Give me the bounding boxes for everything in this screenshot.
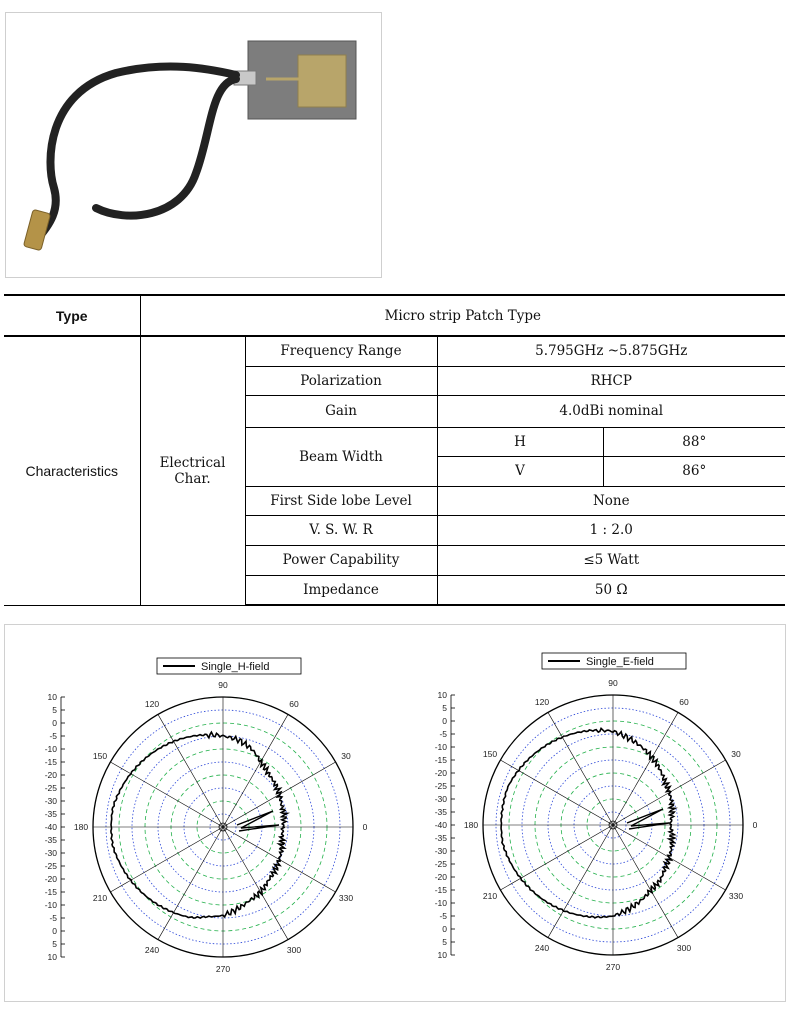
r-tick-label: -15 — [44, 757, 57, 767]
patch-element — [298, 55, 346, 107]
r-tick-label: -20 — [44, 874, 57, 884]
value-side-lobe: None — [437, 486, 785, 515]
angle-tick-label: 0 — [752, 820, 758, 830]
value-vswr: 1 : 2.0 — [437, 515, 785, 545]
polar-chart-1 — [45, 658, 368, 974]
r-tick-label: 0 — [442, 924, 447, 934]
r-tick-label: -5 — [49, 731, 57, 741]
r-tick-label: -5 — [439, 729, 447, 739]
angle-tick-label: 300 — [286, 944, 302, 955]
r-tick-label: 10 — [437, 950, 447, 960]
angle-tick-label: 240 — [534, 942, 550, 953]
radial-spoke — [158, 714, 223, 827]
r-tick-label: -30 — [434, 846, 447, 856]
value-frequency: 5.795GHz ~5.875GHz — [437, 336, 785, 366]
r-tick-label: -35 — [44, 835, 57, 845]
r-tick-label: 5 — [442, 937, 447, 947]
legend-label: Single_E-field — [586, 656, 654, 668]
r-tick-label: -25 — [434, 859, 447, 869]
r-tick-label: -5 — [439, 911, 447, 921]
r-tick-label: -35 — [434, 833, 447, 843]
angle-tick-label: 330 — [338, 893, 354, 903]
legend-label: Single_H-field — [201, 661, 270, 673]
r-tick-label: -5 — [49, 913, 57, 923]
angle-tick-label: 0 — [362, 822, 368, 832]
param-frequency: Frequency Range — [245, 336, 437, 366]
angle-tick-label: 150 — [92, 751, 108, 761]
angle-tick-label: 90 — [608, 678, 618, 688]
r-tick-label: 10 — [437, 690, 447, 700]
type-value: Micro strip Patch Type — [140, 295, 785, 336]
angle-tick-label: 210 — [92, 893, 108, 903]
radiation-pattern-charts — [5, 625, 785, 1001]
r-tick-label: 5 — [52, 705, 57, 715]
param-impedance: Impedance — [245, 575, 437, 605]
r-tick-label: 10 — [47, 692, 57, 702]
r-tick-label: -15 — [434, 885, 447, 895]
r-tick-label: -35 — [44, 809, 57, 819]
angle-tick-label: 150 — [482, 749, 498, 759]
r-tick-label: -10 — [434, 742, 447, 752]
param-beam-width: Beam Width — [245, 427, 437, 486]
value-polarization: RHCP — [437, 366, 785, 395]
antenna-photo — [5, 12, 382, 278]
r-tick-label: -30 — [44, 796, 57, 806]
angle-tick-label: 60 — [679, 697, 689, 708]
r-tick-label: -10 — [44, 900, 57, 910]
pattern-series-line — [111, 732, 287, 918]
angle-tick-label: 30 — [731, 749, 741, 759]
radial-spoke — [548, 825, 613, 938]
beam-v-value: 86° — [603, 456, 785, 486]
r-tick-label: -15 — [44, 887, 57, 897]
r-tick-label: -25 — [44, 861, 57, 871]
r-tick-label: 10 — [47, 952, 57, 962]
param-power: Power Capability — [245, 545, 437, 575]
end-connector — [23, 209, 50, 250]
antenna-photo-image — [6, 13, 381, 277]
r-tick-label: -25 — [434, 781, 447, 791]
pattern-null-spike — [237, 811, 279, 831]
characteristics-label: Characteristics — [4, 336, 140, 605]
param-gain: Gain — [245, 395, 437, 427]
pattern-series-line — [501, 728, 675, 918]
radial-spoke — [613, 825, 678, 938]
r-tick-label: -15 — [434, 755, 447, 765]
r-tick-label: 0 — [52, 926, 57, 936]
angle-tick-label: 120 — [144, 699, 160, 710]
electrical-label-line2: Char. — [174, 470, 211, 487]
radial-spoke — [548, 712, 613, 825]
param-polarization: Polarization — [245, 366, 437, 395]
angle-tick-label: 240 — [144, 944, 160, 955]
radial-spoke — [223, 714, 288, 827]
r-tick-label: -40 — [434, 820, 447, 830]
type-label: Type — [4, 295, 140, 336]
r-tick-label: 5 — [52, 939, 57, 949]
angle-tick-label: 270 — [215, 964, 231, 974]
r-tick-label: 0 — [442, 716, 447, 726]
param-side-lobe: First Side lobe Level — [245, 486, 437, 515]
r-tick-label: -10 — [44, 744, 57, 754]
angle-tick-label: 210 — [482, 891, 498, 901]
beam-h-value: 88° — [603, 427, 785, 456]
value-power: ≤5 Watt — [437, 545, 785, 575]
radial-spoke — [110, 827, 223, 892]
electrical-label-line1: Electrical — [159, 454, 226, 471]
angle-tick-label: 180 — [73, 822, 89, 832]
value-gain: 4.0dBi nominal — [437, 395, 785, 427]
r-tick-label: 5 — [442, 703, 447, 713]
r-tick-label: -20 — [434, 872, 447, 882]
angle-tick-label: 330 — [728, 891, 744, 901]
beam-h-label: H — [437, 427, 603, 456]
radial-spoke — [500, 760, 613, 825]
r-tick-label: -30 — [44, 848, 57, 858]
polar-chart-2 — [435, 653, 758, 972]
r-tick-label: 0 — [52, 718, 57, 728]
r-tick-label: -30 — [434, 794, 447, 804]
angle-tick-label: 120 — [534, 697, 550, 708]
angle-tick-label: 270 — [605, 962, 621, 972]
radial-spoke — [500, 825, 613, 890]
r-tick-label: -35 — [434, 807, 447, 817]
angle-tick-label: 300 — [676, 942, 692, 953]
r-tick-label: -40 — [44, 822, 57, 832]
r-tick-label: -25 — [44, 783, 57, 793]
r-tick-label: -20 — [434, 768, 447, 778]
angle-tick-label: 30 — [341, 751, 351, 761]
r-tick-label: -20 — [44, 770, 57, 780]
pattern-null-spike — [627, 809, 669, 829]
beam-v-label: V — [437, 456, 603, 486]
coax-cable-loop — [96, 79, 236, 216]
angle-tick-label: 60 — [289, 699, 299, 710]
radiation-pattern-panel — [4, 624, 786, 1002]
param-vswr: V. S. W. R — [245, 515, 437, 545]
value-impedance: 50 Ω — [437, 575, 785, 605]
r-tick-label: -10 — [434, 898, 447, 908]
electrical-char-label — [140, 336, 245, 605]
angle-tick-label: 180 — [463, 820, 479, 830]
radial-spoke — [158, 827, 223, 940]
angle-tick-label: 90 — [218, 680, 228, 690]
radial-spoke — [110, 762, 223, 827]
spec-table — [4, 294, 785, 606]
